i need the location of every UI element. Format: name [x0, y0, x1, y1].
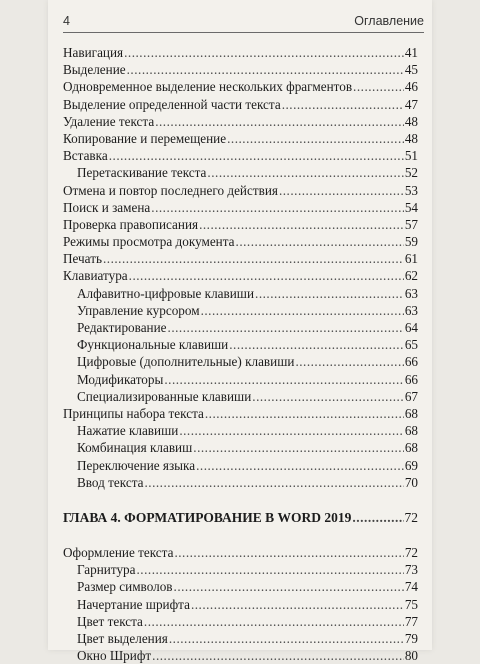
toc-entry	[63, 61, 418, 78]
toc-entry-page: 46	[404, 79, 418, 95]
toc-entry	[63, 199, 418, 216]
toc-entry	[63, 96, 418, 113]
toc-entry-label: Отмена и повтор последнего действия	[63, 182, 278, 198]
toc-entry	[63, 285, 418, 302]
toc-entry	[63, 44, 418, 61]
toc-entry	[63, 78, 418, 95]
table-of-contents	[63, 44, 418, 664]
toc-entry-label: Клавиатура	[63, 268, 128, 284]
dot-leader	[174, 578, 404, 595]
dot-leader	[201, 302, 404, 319]
toc-entry-page: 72	[404, 545, 418, 561]
toc-entry-page: 53	[404, 182, 418, 198]
toc-entry	[63, 336, 418, 353]
dot-leader	[352, 509, 403, 526]
toc-entry	[63, 613, 418, 630]
toc-entry-page: 45	[404, 62, 418, 78]
dot-leader	[155, 113, 404, 130]
toc-entry	[63, 388, 418, 405]
toc-entry	[63, 113, 418, 130]
toc-entry-page: 68	[404, 423, 418, 439]
toc-entry-label: Редактирование	[77, 320, 167, 335]
toc-entry	[63, 561, 418, 578]
toc-entry	[63, 371, 418, 388]
toc-entry-label: Принципы набора текста	[63, 405, 204, 421]
toc-entry-label: Алфавитно-цифровые клавиши	[77, 285, 255, 301]
toc-entry-page: 64	[404, 320, 418, 335]
toc-entry	[63, 164, 418, 181]
toc-entry	[63, 250, 418, 267]
toc-entry-label: Выделение определенной части текста	[63, 96, 281, 112]
dot-leader	[144, 613, 404, 630]
toc-entry-page: 48	[404, 130, 418, 146]
dot-leader	[164, 371, 403, 388]
toc-entry-page: 75	[404, 596, 418, 612]
toc-entry-label: Гарнитура	[77, 562, 136, 578]
dot-leader	[282, 96, 404, 113]
toc-entry-label: Модификаторы	[77, 371, 164, 387]
toc-entry-label: Функциональные клавиши	[77, 337, 229, 353]
toc-entry-page: 67	[404, 388, 418, 404]
toc-entry	[63, 302, 418, 319]
dot-leader	[124, 44, 404, 61]
toc-entry	[63, 319, 418, 336]
toc-entry-page: 70	[404, 474, 418, 490]
toc-entry-label: Навигация	[63, 45, 124, 60]
toc-entry	[63, 216, 418, 233]
dot-leader	[174, 544, 403, 561]
toc-entry-page: 79	[404, 631, 418, 646]
toc-entry	[63, 544, 418, 561]
toc-entry-page: 68	[404, 405, 418, 421]
dot-leader	[151, 199, 404, 216]
book-page	[48, 0, 432, 664]
toc-entry-label: Комбинация клавиш	[77, 440, 193, 456]
toc-entry-label: Режимы просмотра документа	[63, 234, 235, 250]
toc-entry	[63, 578, 418, 595]
toc-entry	[63, 267, 418, 284]
toc-entry	[63, 182, 418, 199]
toc-entry	[63, 474, 418, 491]
toc-chapter-entry	[63, 509, 418, 526]
toc-entry-page: 66	[404, 371, 418, 387]
toc-entry	[63, 353, 418, 370]
dot-leader	[227, 130, 404, 147]
running-head	[63, 14, 424, 33]
toc-entry-label: Печать	[63, 251, 102, 267]
toc-entry-label: Переключение языка	[77, 457, 196, 473]
toc-entry-label: Цвет выделения	[77, 631, 168, 646]
toc-entry-page: 69	[404, 457, 418, 473]
dot-leader	[279, 182, 404, 199]
dot-leader	[255, 285, 404, 302]
toc-entry-label: Цифровые (дополнительные) клавиши	[77, 354, 295, 370]
toc-entry-label: Специализированные клавиши	[77, 388, 252, 404]
toc-entry-page: 51	[404, 148, 418, 164]
toc-entry-page: 52	[404, 165, 418, 181]
toc-entry-label: Размер символов	[77, 579, 173, 595]
toc-entry-page: 68	[404, 440, 418, 456]
toc-entry-page: 77	[404, 613, 418, 629]
toc-entry-page: 65	[404, 337, 418, 353]
toc-entry	[63, 630, 418, 647]
dot-leader	[207, 164, 403, 181]
toc-entry-page: 62	[404, 268, 418, 284]
toc-entry-label: Удаление текста	[63, 113, 155, 129]
toc-entry-page: 61	[404, 251, 418, 267]
dot-leader	[144, 474, 403, 491]
toc-entry-page: 80	[404, 648, 418, 664]
toc-entry-page: 73	[404, 562, 418, 578]
toc-entry-page: 47	[404, 96, 418, 112]
dot-leader	[353, 78, 404, 95]
toc-entry-page: 54	[404, 199, 418, 215]
toc-entry	[63, 233, 418, 250]
toc-entry	[63, 147, 418, 164]
toc-entry-page: 66	[404, 354, 418, 370]
toc-entry-label: Нажатие клавиши	[77, 423, 179, 439]
toc-entry-label: Проверка правописания	[63, 216, 199, 232]
dot-leader	[193, 439, 404, 456]
toc-entry-label: Одновременное выделение нескольких фрагментов	[63, 79, 353, 95]
dot-leader	[236, 233, 404, 250]
toc-entry	[63, 422, 418, 439]
dot-leader	[295, 353, 403, 370]
toc-entry-label: Оформление текста	[63, 545, 174, 561]
dot-leader	[196, 457, 404, 474]
toc-entry-page: 57	[404, 216, 418, 232]
dot-leader	[168, 319, 404, 336]
dot-leader	[191, 596, 404, 613]
toc-entry	[63, 439, 418, 456]
toc-entry-label: Цвет текста	[77, 613, 143, 629]
toc-entry-label: Начертание шрифта	[77, 596, 190, 612]
toc-entry-label: Поиск и замена	[63, 199, 151, 215]
section-title: Оглавление	[354, 14, 424, 28]
toc-entry	[63, 457, 418, 474]
dot-leader	[205, 405, 404, 422]
toc-entry-page: 41	[404, 45, 418, 60]
toc-entry-page: 63	[404, 285, 418, 301]
dot-leader	[229, 336, 404, 353]
toc-entry-page: 59	[404, 234, 418, 250]
dot-leader	[252, 388, 404, 405]
dot-leader	[137, 561, 404, 578]
toc-entry-page: 63	[404, 302, 418, 318]
toc-entry-label: Выделение	[63, 62, 126, 78]
dot-leader	[103, 250, 404, 267]
toc-entry-label: Окно Шрифт	[77, 648, 152, 664]
toc-entry	[63, 405, 418, 422]
toc-entry-label: Копирование и перемещение	[63, 130, 227, 146]
dot-leader	[179, 422, 404, 439]
dot-leader	[129, 267, 404, 284]
toc-entry-label: Перетаскивание текста	[77, 165, 207, 181]
toc-entry-page: 48	[404, 113, 418, 129]
toc-entry	[63, 596, 418, 613]
dot-leader	[169, 630, 404, 647]
dot-leader	[109, 147, 404, 164]
dot-leader	[199, 216, 404, 233]
toc-entry-label: Вставка	[63, 148, 108, 164]
page-number: 4	[63, 14, 70, 28]
toc-entry	[63, 130, 418, 147]
toc-entry-page: 74	[404, 579, 418, 595]
dot-leader	[127, 61, 404, 78]
toc-entry-label: ГЛАВА 4. ФОРМАТИРОВАНИЕ В WORD 2019	[63, 509, 352, 525]
toc-entry-label: Ввод текста	[77, 474, 144, 490]
toc-entry-page: 72	[404, 509, 418, 525]
toc-entry-label: Управление курсором	[77, 302, 200, 318]
